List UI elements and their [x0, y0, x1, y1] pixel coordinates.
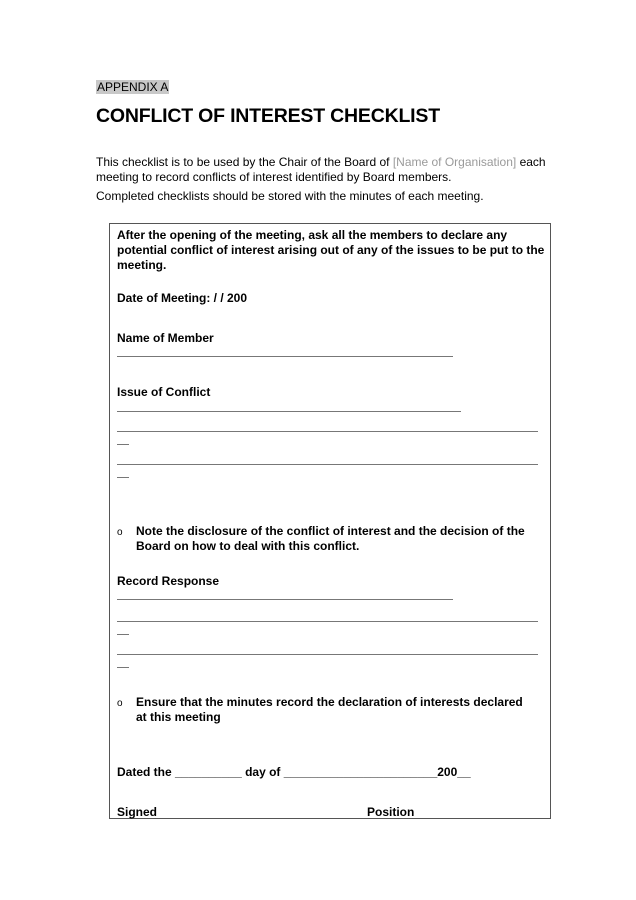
date-of-meeting-field[interactable]: Date of Meeting: / / 200 — [117, 291, 248, 305]
intro-paragraph-2: Completed checklists should be stored with the minutes of each meeting. — [96, 189, 484, 203]
signed-label: Signed — [117, 805, 158, 819]
issue-label: Issue of Conflict — [117, 385, 211, 399]
bullet-icon: o — [117, 698, 123, 709]
position-label: Position — [367, 805, 415, 819]
intro-paragraph-1 — [96, 155, 546, 185]
response-line-2-tail — [117, 634, 129, 635]
intro-text-a: This checklist is to be used by the Chair of the Board of — [96, 155, 393, 169]
issue-line-2-tail — [117, 444, 129, 445]
issue-line-3-tail — [117, 477, 129, 478]
response-label: Record Response — [117, 574, 220, 588]
appendix-label: APPENDIX A — [97, 80, 169, 94]
bullet-minutes: Ensure that the minutes record the declaration of interests declared at this meeting — [136, 695, 523, 724]
response-line-3-tail — [117, 667, 129, 668]
checklist-box — [109, 223, 551, 819]
member-label: Name of Member — [117, 331, 214, 345]
issue-line-1[interactable] — [117, 411, 461, 412]
intro-text-b: each meeting to record conflicts of interest identified by Board members. — [96, 155, 546, 184]
bullet-icon: o — [117, 527, 123, 538]
intro-text — [96, 155, 546, 208]
bullet-disclosure: Note the disclosure of the conflict of interest and the decision of the Board on how to deal with this conflict. — [136, 524, 525, 553]
instruction-text: After the opening of the meeting, ask all the members to declare any potential conflict of interest arising out of any of the issues to be put to the meeting. — [117, 228, 545, 272]
page-title: CONFLICT OF INTEREST CHECKLIST — [96, 105, 440, 127]
response-line-1[interactable] — [117, 599, 453, 600]
organisation-placeholder: [Name of Organisation] — [392, 155, 517, 169]
response-line-3[interactable] — [117, 654, 538, 655]
dated-the-field[interactable]: Dated the __________ day of _______________________200__ — [117, 765, 471, 779]
issue-line-2[interactable] — [117, 431, 538, 432]
response-line-2[interactable] — [117, 621, 538, 622]
member-line[interactable] — [117, 356, 453, 357]
issue-line-3[interactable] — [117, 464, 538, 465]
